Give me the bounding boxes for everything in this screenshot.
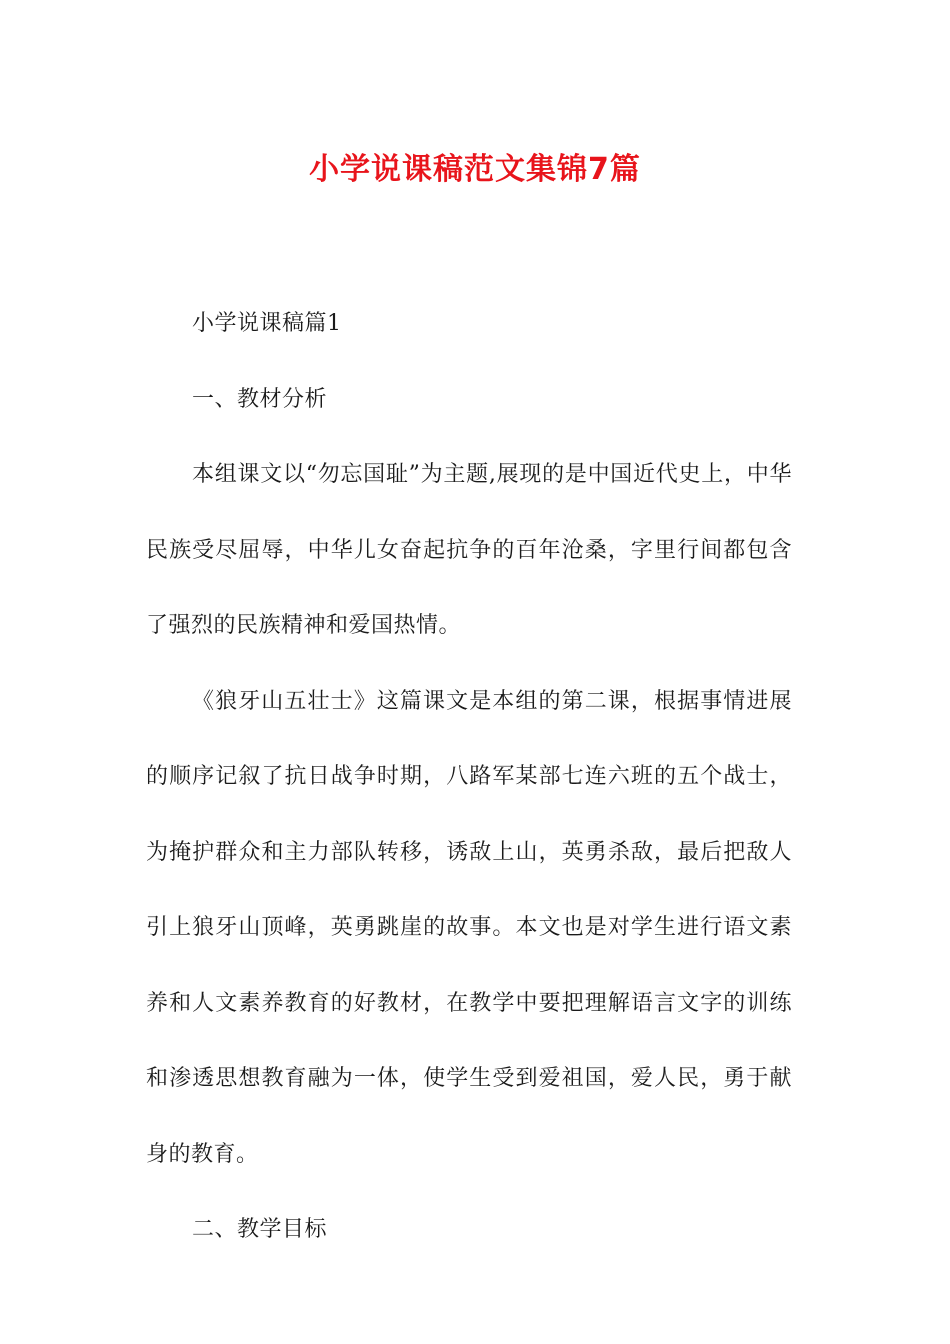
subsection-heading: 二、教学目标 bbox=[192, 1217, 328, 1242]
subsection-heading: 一、教材分析 bbox=[192, 386, 328, 412]
document-title: 小学说课稿范文集锦7篇 bbox=[309, 152, 641, 187]
section-heading: 小学说课稿篇1 bbox=[192, 311, 342, 336]
document-body bbox=[146, 286, 792, 1268]
paragraph: 本组课文以“勿忘国耻”为主题,展现的是中国近代史上，中华民族受尽屈辱，中华儿女奋起抗争的百年沧桑，字里行间都包含了强烈的民族精神和爱国热情。 bbox=[146, 462, 792, 638]
paragraph: 《狼牙山五壮士》这篇课文是本组的第二课，根据事情进展的顺序记叙了抗日战争时期，八路军某部七连六班的五个战士，为掩护群众和主力部队转移，诱敌上山，英勇杀敌，最后把敌人引上狼牙山顶峰，英勇跳崖的故事。本文也是对学生进行语文素养和人文素养教育的好教材，在教学中要把理解语言文字的训练和渗透思想教育融为一体，使学生受到爱祖国，爱人民，勇于献身的教育。 bbox=[146, 688, 792, 1167]
